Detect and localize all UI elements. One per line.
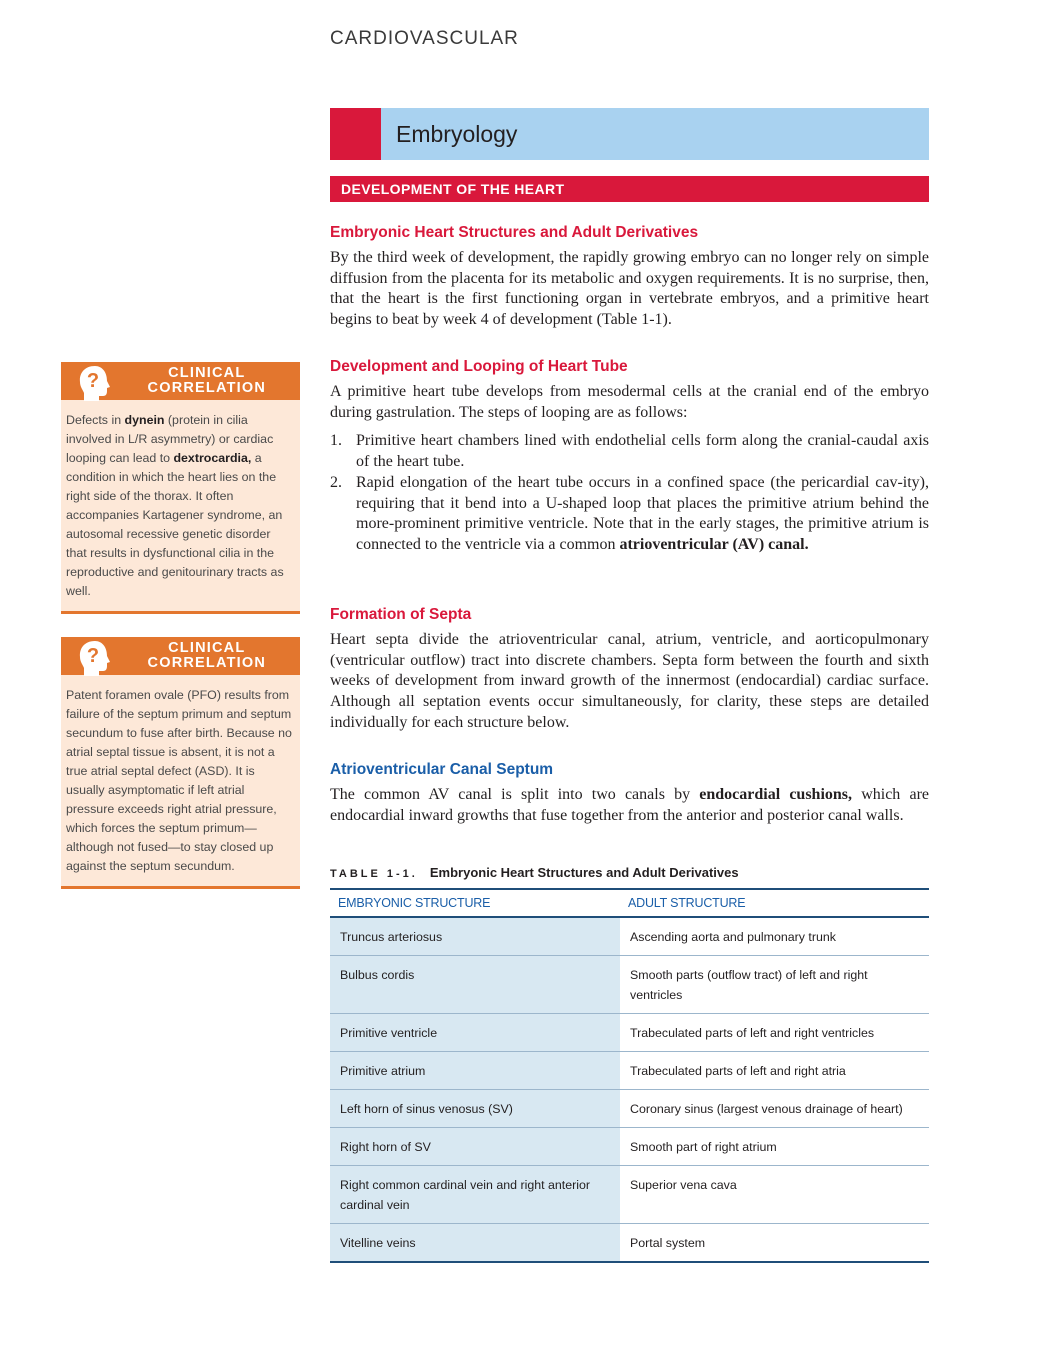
body-text: The common AV canal is split into two canals by	[330, 786, 700, 803]
table-row	[330, 1128, 929, 1166]
derivatives-table	[330, 888, 929, 1263]
section-structures	[330, 224, 929, 331]
table-row	[330, 1014, 929, 1052]
section-body	[330, 785, 929, 826]
sidebar-bold-term: dextrocardia,	[173, 451, 252, 465]
running-head: CARDIOVASCULAR	[330, 28, 519, 49]
list-item	[330, 473, 929, 556]
list-item	[330, 431, 929, 472]
section-looping	[330, 358, 929, 556]
table-cell: Trabeculated parts of left and right atria	[620, 1052, 929, 1090]
table-caption	[330, 865, 929, 880]
table-cell: Trabeculated parts of left and right ventricles	[620, 1014, 929, 1052]
section-heading: Embryonic Heart Structures and Adult Derivatives	[330, 224, 699, 241]
sidebar-text: (protein in cilia involved in L/R asymmetry) or cardiac looping can lead to	[66, 413, 274, 465]
list-number: 2.	[330, 473, 342, 491]
sidebar-text: a condition in which the heart lies on the right side of the thorax. It often accompanies Kartagener syndrome, an autosomal recessive genetic disorder that results in dysfunctional cilia in the reproductive and genitourinary tracts as well.	[66, 451, 284, 598]
sidebar-title-line: CORRELATION	[147, 655, 266, 671]
table-cell: Right common cardinal vein and right anterior cardinal vein	[330, 1166, 620, 1224]
table-row	[330, 917, 929, 956]
table-row	[330, 1224, 929, 1263]
table-cell: Ascending aorta and pulmonary trunk	[620, 917, 929, 956]
table-cell: Primitive ventricle	[330, 1014, 620, 1052]
table-cell: Smooth parts (outflow tract) of left and right ventricles	[620, 956, 929, 1014]
section-septa	[330, 606, 929, 734]
column-header: EMBRYONIC STRUCTURE	[330, 889, 620, 917]
table-cell: Bulbus cordis	[330, 956, 620, 1014]
table-cell: Superior vena cava	[620, 1166, 929, 1224]
table-label: TABLE 1-1.	[330, 868, 418, 880]
sidebar-title-line: CLINICAL	[168, 365, 246, 381]
table-cell: Truncus arteriosus	[330, 917, 620, 956]
head-question-icon	[75, 363, 119, 401]
section-heading: Atrioventricular Canal Septum	[330, 761, 554, 778]
sidebar-bold-term: dynein	[124, 413, 165, 427]
column-header: ADULT STRUCTURE	[620, 889, 929, 917]
chapter-banner-accent	[330, 108, 381, 160]
sidebar-header	[61, 362, 300, 400]
table-cell: Coronary sinus (largest venous drainage of heart)	[620, 1090, 929, 1128]
table-cell: Left horn of sinus venosus (SV)	[330, 1090, 620, 1128]
chapter-title: Embryology	[396, 120, 518, 147]
table-cell: Smooth part of right atrium	[620, 1128, 929, 1166]
table-row	[330, 1052, 929, 1090]
table-row	[330, 1090, 929, 1128]
sidebar-text: Defects in	[66, 413, 125, 427]
svg-text:?: ?	[86, 370, 100, 392]
list-number: 1.	[330, 432, 342, 450]
list-text: Primitive heart chambers lined with endothelial cells form along the cranial-caudal axis of the heart tube.	[356, 432, 929, 471]
clinical-correlation-box	[61, 637, 300, 889]
head-question-icon	[75, 638, 119, 676]
sidebar-title-line: CORRELATION	[147, 380, 266, 396]
section-body: By the third week of development, the rapidly growing embryo can no longer rely on simple diffusion from the placenta for its metabolic and oxygen requirements. It is no surprise, then, that the heart is the first functioning organ in vertebrate embryos, and a primitive heart begins to beat by week 4 of development (Table 1-1).	[330, 249, 929, 329]
sidebar-title	[148, 641, 266, 671]
sidebar-body	[61, 675, 300, 886]
list-bold-term: atrioventricular (AV) canal.	[619, 535, 809, 553]
table-cell: Right horn of SV	[330, 1128, 620, 1166]
table-cell: Primitive atrium	[330, 1052, 620, 1090]
chapter-banner	[330, 108, 929, 160]
sidebar-title-line: CLINICAL	[168, 640, 246, 656]
clinical-correlation-box	[61, 362, 300, 614]
list-text: Rapid elongation of the heart tube occurs in a confined space (the pericardial cav-ity), requiring that it bend into a U-shaped loop that places the primitive atrium behind the more-prominent primitive ventricle. Note that in the early stages, the primitive atrium is connected to the ventricle via a common	[356, 473, 929, 553]
svg-text:?: ?	[86, 645, 100, 667]
table-row	[330, 956, 929, 1014]
sidebar-text: Patent foramen ovale (PFO) results from failure of the septum primum and septum secundum to fuse after birth. Because no atrial septal tissue is absent, it is not a true atrial septal defect (ASD). It is usually asymptomatic if left atrial pressure exceeds right atrial pressure, which forces the septum primum—although not fused—to stay closed up against the septum secundum.	[66, 688, 292, 873]
table-header-row	[330, 889, 929, 917]
section-body: A primitive heart tube develops from mesodermal cells at the cranial end of the embryo during gastrulation. The steps of looping are as follows:	[330, 383, 929, 421]
section-body: Heart septa divide the atrioventricular canal, atrium, ventricle, and aorticopulmonary (ventricular outflow) tract into discrete chambers. Septa form between the fourth and sixth weeks of development from inward growth of the innermost (endocardial) cardiac surface. Although all septation events occur simultaneously, for clarity, these steps are detailed individually for each structure below.	[330, 631, 929, 731]
section-heading: Formation of Septa	[330, 606, 472, 623]
sidebar-header	[61, 637, 300, 675]
table-cell: Vitelline veins	[330, 1224, 620, 1263]
body-bold-term: endocardial cushions,	[699, 786, 853, 803]
section-heading: Development and Looping of Heart Tube	[330, 358, 628, 375]
table-cell: Portal system	[620, 1224, 929, 1263]
looping-steps	[330, 431, 929, 555]
section-title: DEVELOPMENT OF THE HEART	[330, 176, 929, 202]
table-row	[330, 1166, 929, 1224]
sidebar-body	[61, 400, 300, 611]
section-av-canal	[330, 761, 929, 826]
sidebar-title	[148, 366, 266, 396]
table-title: Embryonic Heart Structures and Adult Derivatives	[429, 865, 739, 880]
body-text: which are endocardial inward growths that fuse together from the anterior and posterior canal walls.	[330, 786, 929, 824]
